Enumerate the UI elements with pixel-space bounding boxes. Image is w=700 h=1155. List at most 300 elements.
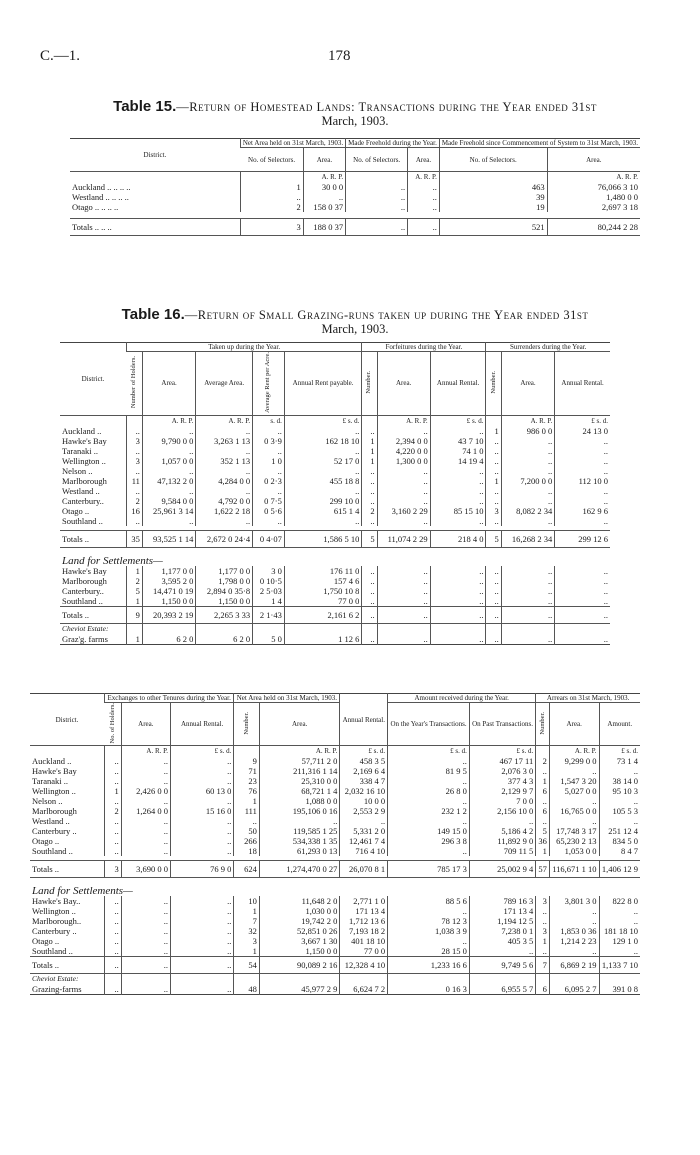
value-cell: 0 3·9 <box>253 436 285 446</box>
value-cell: .. <box>388 906 470 916</box>
value-cell: 68,721 1 4 <box>259 786 340 796</box>
value-cell: 1,194 12 5 <box>469 916 535 926</box>
value-cell: .. <box>501 623 554 644</box>
value-cell: .. <box>253 466 285 476</box>
value-cell: 1,586 5 10 <box>284 530 362 547</box>
value-cell: 401 18 10 <box>340 936 388 946</box>
district-cell: Canterbury .. <box>32 826 77 837</box>
table-row <box>30 766 640 776</box>
value-cell: .. <box>253 516 285 526</box>
value-cell: 463 <box>439 182 547 192</box>
value-cell: .. <box>121 916 170 926</box>
value-cell: .. <box>469 946 535 957</box>
value-cell: .. <box>121 816 170 826</box>
value-cell: .. <box>259 816 340 826</box>
table-row <box>30 946 640 957</box>
value-cell: 7,238 0 1 <box>469 926 535 936</box>
value-cell: .. <box>105 756 122 766</box>
value-cell: 95 10 3 <box>599 786 640 796</box>
value-cell: 458 3 5 <box>340 756 388 766</box>
value-cell: 1,053 0 0 <box>549 846 599 856</box>
value-cell: 39 <box>439 192 547 202</box>
value-cell: .. <box>121 936 170 946</box>
district-cell: Nelson .. <box>32 796 63 807</box>
value-cell: .. <box>362 476 377 486</box>
value-cell: 218 4 0 <box>430 530 486 547</box>
value-cell: .. <box>388 846 470 856</box>
value-cell: 43 7 10 <box>430 436 486 446</box>
value-cell: 1 <box>486 426 501 436</box>
value-cell: 0 7·5 <box>253 496 285 506</box>
value-cell: 1,150 0 0 <box>259 946 340 957</box>
value-cell: .. <box>170 756 233 766</box>
value-cell: .. <box>388 756 470 766</box>
value-cell: 162 18 10 <box>284 436 362 446</box>
value-cell: .. <box>377 586 430 596</box>
value-cell: 50 <box>234 826 260 836</box>
value-cell: 74 1 0 <box>430 446 486 456</box>
value-cell: 5,186 4 2 <box>469 826 535 836</box>
value-cell: 1,480 0 0 <box>547 192 640 202</box>
value-cell: 1,038 3 9 <box>388 926 470 936</box>
value-cell: .. <box>196 516 253 526</box>
value-cell: 709 11 5 <box>469 846 535 856</box>
value-cell: .. <box>105 846 122 856</box>
value-cell: .. <box>170 916 233 926</box>
value-cell: 5 <box>486 530 501 547</box>
value-cell: .. <box>105 957 122 974</box>
district-cell: Hawke's Bay <box>62 435 107 446</box>
value-cell: .. <box>127 466 143 476</box>
value-cell: 6,624 7 2 <box>340 974 388 995</box>
value-cell: .. <box>469 816 535 826</box>
value-cell: 93,525 1 14 <box>142 530 195 547</box>
value-cell: 9,790 0 0 <box>142 436 195 446</box>
district-cell: Marlborough <box>62 575 107 586</box>
value-cell: .. <box>377 486 430 496</box>
value-cell: 85 15 10 <box>430 506 486 516</box>
value-cell: .. <box>362 606 377 623</box>
value-cell: .. <box>555 496 610 506</box>
value-cell: .. <box>430 623 486 644</box>
value-cell: 211,316 1 14 <box>259 766 340 776</box>
value-cell: .. <box>127 426 143 436</box>
value-cell: 1 <box>536 846 550 856</box>
value-cell: .. <box>430 586 486 596</box>
value-cell: 25,002 9 4 <box>469 861 535 878</box>
district-cell: Marlborough.. <box>32 916 82 927</box>
value-cell: .. <box>486 576 501 586</box>
value-cell: .. <box>142 466 195 476</box>
value-cell: .. <box>377 476 430 486</box>
value-cell: .. <box>362 596 377 607</box>
value-cell: 2,032 16 10 <box>340 786 388 796</box>
value-cell: .. <box>127 486 143 496</box>
value-cell: .. <box>234 816 260 826</box>
value-cell: 785 17 3 <box>388 861 470 878</box>
value-cell: 10 0 0 <box>340 796 388 806</box>
value-cell: .. <box>121 766 170 776</box>
district-cell: Totals .. <box>60 530 127 547</box>
page-ref: C.—1. <box>40 48 81 64</box>
value-cell: .. <box>346 182 408 192</box>
value-cell: 76,066 3 10 <box>547 182 640 192</box>
value-cell: 2,553 2 9 <box>340 806 388 816</box>
value-cell: 1 <box>536 936 550 946</box>
value-cell: 158 0 37 <box>303 202 345 212</box>
value-cell: 0 5·6 <box>253 506 285 516</box>
value-cell: 76 9 0 <box>170 861 233 878</box>
value-cell: 2,076 3 0 <box>469 766 535 776</box>
value-cell: .. <box>170 846 233 856</box>
value-cell: 1 4 <box>253 596 285 607</box>
value-cell: .. <box>555 566 610 576</box>
table-row <box>60 486 610 496</box>
value-cell: 48 <box>234 974 260 995</box>
value-cell: .. <box>430 606 486 623</box>
value-cell: .. <box>486 606 501 623</box>
value-cell: 3,160 2 29 <box>377 506 430 516</box>
section-label: Cheviot Estate: <box>32 974 79 984</box>
value-cell: .. <box>377 496 430 506</box>
table-row <box>30 957 640 974</box>
value-cell: .. <box>377 576 430 586</box>
value-cell: 1,712 13 6 <box>340 916 388 926</box>
value-cell: 35 <box>127 530 143 547</box>
value-cell: 2,894 0 35·8 <box>196 586 253 596</box>
value-cell: .. <box>105 836 122 846</box>
value-cell: .. <box>377 606 430 623</box>
district-cell: Canterbury.. <box>62 495 104 506</box>
value-cell: .. <box>105 926 122 936</box>
table-row <box>30 896 640 906</box>
value-cell: .. <box>501 566 554 576</box>
value-cell: 1 <box>240 182 303 192</box>
value-cell: .. <box>362 516 377 526</box>
value-cell: .. <box>121 896 170 906</box>
value-cell: 2 <box>127 576 143 586</box>
district-cell: Totals .. <box>30 957 105 974</box>
value-cell: .. <box>501 456 554 466</box>
value-cell: .. <box>362 623 377 644</box>
value-cell: .. <box>284 426 362 436</box>
table-row <box>70 182 640 192</box>
value-cell: 615 1 4 <box>284 506 362 516</box>
value-cell: 88 5 6 <box>388 896 470 906</box>
value-cell: .. <box>253 486 285 496</box>
value-cell: 1 <box>127 596 143 607</box>
col-district: District. <box>70 139 240 172</box>
value-cell: .. <box>501 596 554 607</box>
value-cell: .. <box>536 906 550 916</box>
page-number: 178 <box>328 48 351 64</box>
value-cell: 1,150 0 0 <box>142 596 195 607</box>
district-cell: Westland .. <box>62 485 100 496</box>
value-cell: 112 10 0 <box>555 476 610 486</box>
district-cell: Wellington .. <box>32 786 76 797</box>
value-cell: 1,853 0 36 <box>549 926 599 936</box>
value-cell: 1,214 2 23 <box>549 936 599 946</box>
value-cell: .. <box>536 796 550 806</box>
value-cell: 38 14 0 <box>599 776 640 786</box>
value-cell: 16 <box>127 506 143 516</box>
value-cell: .. <box>501 606 554 623</box>
table-row <box>60 623 610 644</box>
value-cell: 1,300 0 0 <box>377 456 430 466</box>
value-cell: .. <box>121 796 170 806</box>
value-cell: 5 <box>362 530 377 547</box>
value-cell: 16,765 0 0 <box>549 806 599 816</box>
value-cell: .. <box>486 436 501 446</box>
district-cell: Canterbury.. <box>62 585 104 596</box>
value-cell: 3 <box>127 456 143 466</box>
value-cell: .. <box>170 826 233 836</box>
value-cell: .. <box>486 516 501 526</box>
value-cell: .. <box>170 957 233 974</box>
value-cell: .. <box>486 566 501 576</box>
table-row <box>60 506 610 516</box>
value-cell: 26,070 8 1 <box>340 861 388 878</box>
value-cell: 176 11 0 <box>284 566 362 576</box>
value-cell: .. <box>142 426 195 436</box>
value-cell: .. <box>377 516 430 526</box>
value-cell: 7,200 0 0 <box>501 476 554 486</box>
table-row <box>30 974 640 995</box>
value-cell: .. <box>253 426 285 436</box>
value-cell: 391 0 8 <box>599 974 640 995</box>
value-cell: .. <box>555 456 610 466</box>
value-cell: 3,690 0 0 <box>121 861 170 878</box>
value-cell: 28 15 0 <box>388 946 470 957</box>
value-cell: .. <box>196 446 253 456</box>
table-row <box>60 586 610 596</box>
value-cell: .. <box>121 836 170 846</box>
value-cell: 0 16 3 <box>388 974 470 995</box>
value-cell: 2 <box>362 506 377 516</box>
value-cell: .. <box>362 466 377 476</box>
value-cell: 1 <box>234 946 260 957</box>
value-cell: 1,133 7 10 <box>599 957 640 974</box>
value-cell: 3,263 1 13 <box>196 436 253 446</box>
value-cell: 25,310 0 0 <box>259 776 340 786</box>
value-cell: .. <box>142 446 195 456</box>
value-cell: 455 18 8 <box>284 476 362 486</box>
value-cell: .. <box>549 906 599 916</box>
value-cell: 2,771 1 0 <box>340 896 388 906</box>
value-cell: 521 <box>439 219 547 236</box>
value-cell: 6,095 2 7 <box>549 974 599 995</box>
value-cell: 1 <box>234 906 260 916</box>
value-cell: 624 <box>234 861 260 878</box>
value-cell: 716 4 10 <box>340 846 388 856</box>
value-cell: .. <box>170 896 233 906</box>
table-16-title: Table 16.—Return of Small Grazing-runs taken up during the Year ended 31st March, 1903. <box>121 306 589 336</box>
district-cell: Totals .. .. .. <box>70 219 240 236</box>
value-cell: .. <box>105 796 122 806</box>
section-label: Land for Settlements— <box>62 554 163 567</box>
value-cell: 296 3 8 <box>388 836 470 846</box>
value-cell: .. <box>170 796 233 806</box>
table-row <box>60 496 610 506</box>
district-cell <box>30 974 105 995</box>
value-cell: .. <box>430 486 486 496</box>
value-cell: 6 <box>536 806 550 816</box>
table-row <box>30 916 640 926</box>
value-cell: 986 0 0 <box>501 426 554 436</box>
value-cell: .. <box>362 576 377 586</box>
value-cell: 405 3 5 <box>469 936 535 946</box>
value-cell: 0 10·5 <box>253 576 285 586</box>
value-cell: .. <box>501 436 554 446</box>
value-cell: 7 <box>536 957 550 974</box>
value-cell: .. <box>430 476 486 486</box>
value-cell: .. <box>555 516 610 526</box>
value-cell: 7 0 0 <box>469 796 535 806</box>
value-cell: 1,057 0 0 <box>142 456 195 466</box>
table-row <box>30 796 640 806</box>
district-cell: Westland .. .. .. .. <box>72 192 129 202</box>
value-cell: 16,268 2 34 <box>501 530 554 547</box>
value-cell: .. <box>408 182 440 192</box>
value-cell: 3 <box>240 219 303 236</box>
value-cell: .. <box>555 606 610 623</box>
district-cell: Totals .. <box>30 861 105 878</box>
value-cell: .. <box>599 916 640 926</box>
value-cell: 377 4 3 <box>469 776 535 786</box>
table-row <box>70 192 640 202</box>
value-cell: 3,667 1 30 <box>259 936 340 946</box>
value-cell: .. <box>599 906 640 916</box>
value-cell: 2 <box>240 202 303 212</box>
table-row <box>30 786 640 796</box>
value-cell: 1,088 0 0 <box>259 796 340 806</box>
value-cell: .. <box>105 826 122 836</box>
value-cell: 11 <box>127 476 143 486</box>
value-cell: 47,132 2 0 <box>142 476 195 486</box>
value-cell: .. <box>536 816 550 826</box>
table-row <box>30 776 640 786</box>
value-cell: 19 <box>439 202 547 212</box>
value-cell: 3,801 3 0 <box>549 896 599 906</box>
table-row <box>30 926 640 936</box>
table-row <box>60 516 610 526</box>
value-cell: 1,798 0 0 <box>196 576 253 586</box>
value-cell: .. <box>486 456 501 466</box>
district-cell: Marlborough <box>62 475 107 486</box>
value-cell: 5,027 0 0 <box>549 786 599 796</box>
value-cell: 9,584 0 0 <box>142 496 195 506</box>
district-cell: Southland .. <box>62 595 103 606</box>
value-cell: .. <box>170 816 233 826</box>
value-cell: 61,293 0 13 <box>259 846 340 856</box>
value-cell: 12,328 4 10 <box>340 957 388 974</box>
district-cell: Wellington .. <box>32 906 76 917</box>
value-cell: .. <box>486 446 501 456</box>
value-cell: 14 19 4 <box>430 456 486 466</box>
value-cell: 90,089 2 16 <box>259 957 340 974</box>
value-cell: 2 <box>127 496 143 506</box>
value-cell: .. <box>362 566 377 576</box>
value-cell: .. <box>486 466 501 476</box>
value-cell: .. <box>501 446 554 456</box>
value-cell: .. <box>196 426 253 436</box>
value-cell: .. <box>127 446 143 456</box>
value-cell: 6 <box>536 786 550 796</box>
value-cell: 157 4 6 <box>284 576 362 586</box>
value-cell: 4,284 0 0 <box>196 476 253 486</box>
value-cell: 0 2·3 <box>253 476 285 486</box>
value-cell: .. <box>388 776 470 786</box>
value-cell: 149 15 0 <box>388 826 470 836</box>
value-cell: .. <box>121 826 170 836</box>
value-cell: .. <box>121 974 170 995</box>
value-cell: .. <box>430 576 486 586</box>
value-cell: 9 <box>234 756 260 766</box>
value-cell: .. <box>240 192 303 202</box>
value-cell: .. <box>346 202 408 212</box>
value-cell: 65,230 2 13 <box>549 836 599 846</box>
value-cell: .. <box>430 596 486 607</box>
value-cell: .. <box>284 446 362 456</box>
value-cell: 7 <box>234 916 260 926</box>
value-cell: .. <box>196 486 253 496</box>
table-row <box>30 816 640 826</box>
value-cell: 3 0 <box>253 566 285 576</box>
value-cell: 119,585 1 25 <box>259 826 340 836</box>
value-cell: .. <box>170 836 233 846</box>
value-cell: .. <box>599 796 640 806</box>
value-cell: 3,595 2 0 <box>142 576 195 586</box>
value-cell: 171 13 4 <box>340 906 388 916</box>
table-row <box>60 576 610 586</box>
table-row <box>60 476 610 486</box>
value-cell: 15 16 0 <box>170 806 233 816</box>
value-cell: .. <box>549 816 599 826</box>
value-cell: 5 <box>536 826 550 836</box>
value-cell: 2,265 3 33 <box>196 606 253 623</box>
value-cell: .. <box>430 426 486 436</box>
value-cell: 1 <box>536 776 550 786</box>
table-row <box>30 826 640 836</box>
value-cell: 45,977 2 9 <box>259 974 340 995</box>
value-cell: .. <box>501 466 554 476</box>
value-cell: .. <box>121 906 170 916</box>
value-cell: .. <box>501 516 554 526</box>
value-cell: 6 2 0 <box>196 623 253 644</box>
value-cell: .. <box>340 816 388 826</box>
value-cell: 5 0 <box>253 623 285 644</box>
value-cell: 1,233 16 6 <box>388 957 470 974</box>
value-cell: 7,193 18 2 <box>340 926 388 936</box>
value-cell: 2,161 6 2 <box>284 606 362 623</box>
value-cell: 3 <box>105 861 122 878</box>
value-cell: 181 18 10 <box>599 926 640 936</box>
section-label: Cheviot Estate: <box>62 623 109 633</box>
value-cell: 162 9 6 <box>555 506 610 516</box>
district-cell: Marlborough <box>32 806 77 817</box>
district-cell: Otago .. <box>32 936 60 947</box>
value-cell: 6 <box>536 974 550 995</box>
value-cell: 8 4 7 <box>599 846 640 856</box>
district-cell: Otago .. <box>62 505 90 516</box>
district-cell: Taranaki .. <box>62 445 98 456</box>
value-cell: .. <box>362 586 377 596</box>
district-cell: Southland .. <box>32 846 73 857</box>
value-cell: .. <box>599 766 640 776</box>
value-cell: 1 <box>486 476 501 486</box>
value-cell: 2 <box>105 806 122 816</box>
value-cell: .. <box>408 202 440 212</box>
